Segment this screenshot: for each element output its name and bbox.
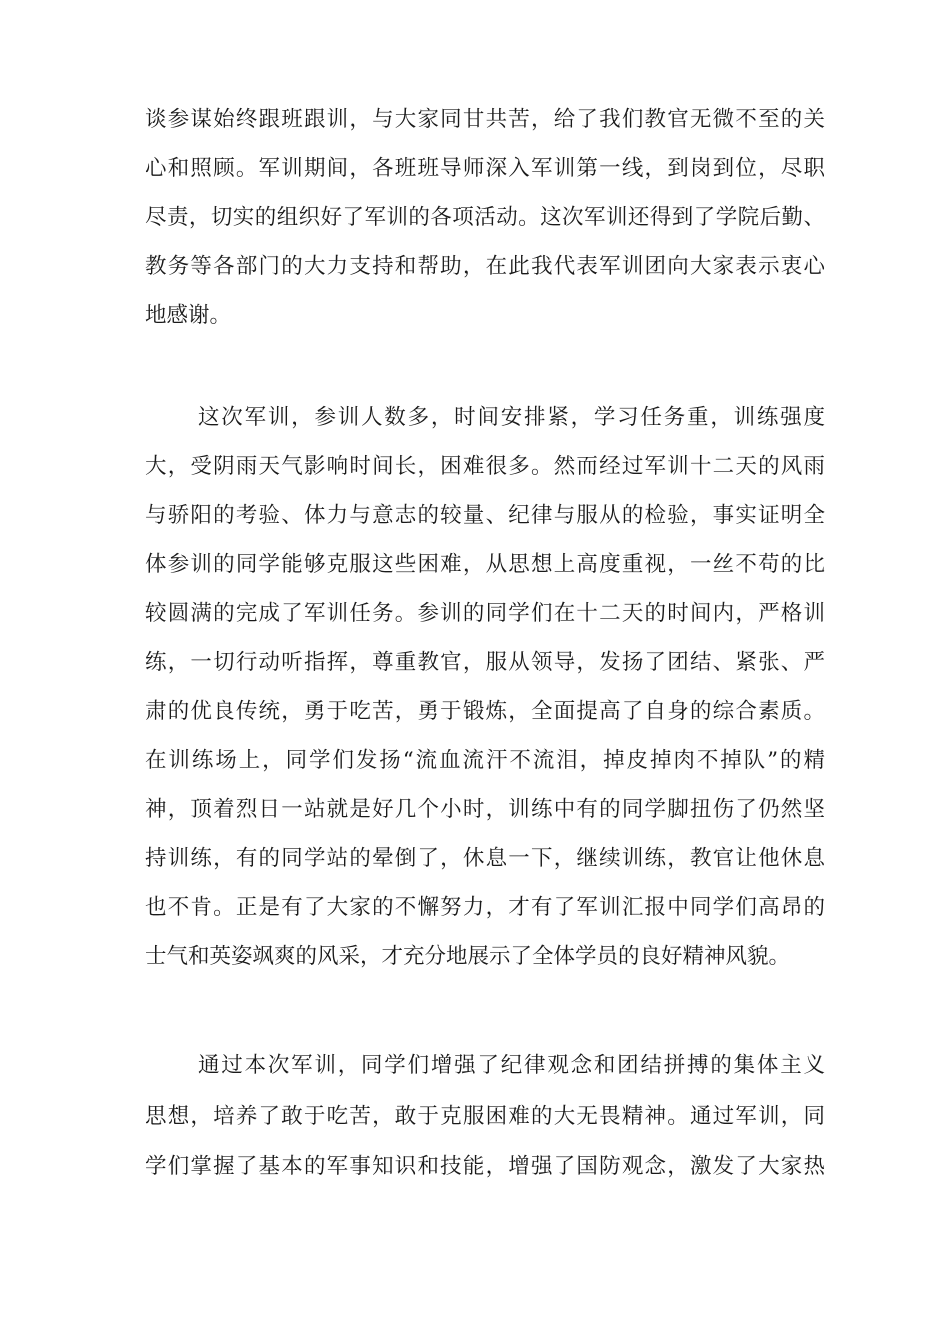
paragraph-2-line-12: 士气和英姿飒爽的风采，才充分地展示了全体学员的良好精神风貌。 <box>145 944 791 969</box>
paragraph-2-line-2: 大，受阴雨天气影响时间长，困难很多。然而经过军训十二天的风雨 <box>145 454 825 479</box>
paragraph-3-line-3: 学们掌握了基本的军事知识和技能，增强了国防观念，激发了大家热 <box>145 1154 825 1179</box>
paragraph-3-line-2: 思想，培养了敢于吃苦，敢于克服困难的大无畏精神。通过军训，同 <box>145 1104 825 1129</box>
paragraph-2-line-5: 较圆满的完成了军训任务。参训的同学们在十二天的时间内，严格训 <box>145 601 825 626</box>
paragraph-2-line-10: 持训练，有的同学站的晕倒了，休息一下，继续训练，教官让他休息 <box>145 846 825 871</box>
paragraph-2-line-7: 肃的优良传统，勇于吃苦，勇于锻炼，全面提高了自身的综合素质。 <box>145 699 825 724</box>
paragraph-1-line-5: 地感谢。 <box>145 303 232 328</box>
paragraph-1-line-4: 教务等各部门的大力支持和帮助，在此我代表军训团向大家表示衷心 <box>145 254 825 279</box>
paragraph-2-line-6: 练，一切行动听指挥，尊重教官，服从领导，发扬了团结、紧张、严 <box>145 650 825 675</box>
paragraph-1-line-1: 谈参谋始终跟班跟训，与大家同甘共苦，给了我们教官无微不至的关 <box>145 107 825 132</box>
paragraph-2-line-11: 也不肯。正是有了大家的不懈努力，才有了军训汇报中同学们高昂的 <box>145 895 825 920</box>
paragraph-2-line-9: 神，顶着烈日一站就是好几个小时，训练中有的同学脚扭伤了仍然坚 <box>145 797 825 822</box>
paragraph-2-line-3: 与骄阳的考验、体力与意志的较量、纪律与服从的检验，事实证明全 <box>145 503 825 528</box>
paragraph-1-line-3: 尽责，切实的组织好了军训的各项活动。这次军训还得到了学院后勤、 <box>145 205 825 230</box>
paragraph-2-line-1: 这次军训，参训人数多，时间安排紧，学习任务重，训练强度 <box>198 405 825 430</box>
paragraph-2-line-8: 在训练场上，同学们发扬“流血流汗不流泪，掉皮掉肉不掉队”的精 <box>145 748 825 773</box>
paragraph-2-line-4: 体参训的同学能够克服这些困难，从思想上高度重视，一丝不苟的比 <box>145 552 825 577</box>
paragraph-3-line-1: 通过本次军训，同学们增强了纪律观念和团结拼搏的集体主义 <box>198 1053 825 1078</box>
paragraph-1-line-2: 心和照顾。军训期间，各班班导师深入军训第一线，到岗到位，尽职 <box>145 156 825 181</box>
